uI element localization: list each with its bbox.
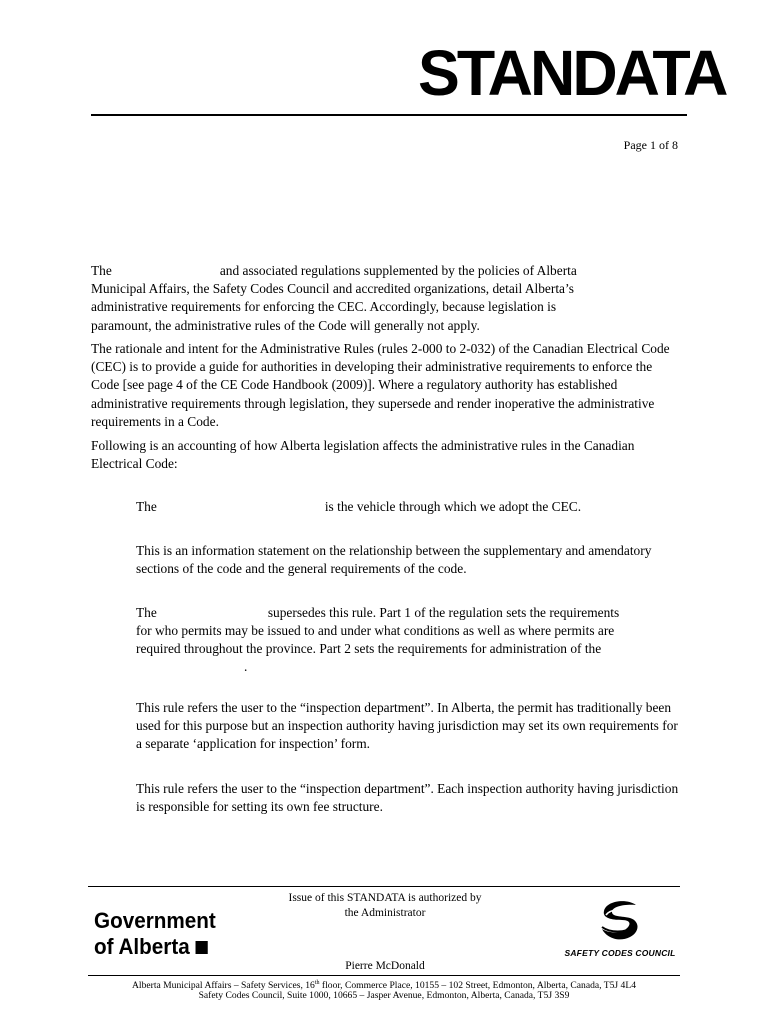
government-of-alberta-logo bbox=[94, 908, 235, 960]
text-line: administrative requirements for enforcing the CEC. Accordingly, because legislation is bbox=[91, 299, 557, 315]
footer-divider bbox=[88, 886, 680, 887]
gov-line-1: Government bbox=[94, 908, 216, 933]
rationale-paragraph: The rationale and intent for the Administrative Rules (rules 2-000 to 2-032) of the Canadian Electrical Code (CEC) is to provide a guide for authorities in developing their administrative requirements to enforce the Code [see page 4 of the CE Code Handbook (2009)]. Where a regulatory authority has established administrative requirements through legislation, they supersede and render inoperative the administrative requirements in a Code. bbox=[91, 341, 670, 429]
superscript: th bbox=[314, 980, 320, 986]
signer-name: Pierre McDonald bbox=[345, 960, 425, 972]
text-span: Alberta Municipal Affairs – Safety Services, 16 bbox=[131, 980, 315, 991]
address-divider bbox=[88, 975, 680, 976]
rule-note-1 bbox=[136, 498, 681, 516]
text-span: The bbox=[91, 263, 112, 278]
text-span: The bbox=[136, 499, 157, 514]
text-span: floor, Commerce Place, 10155 – 102 Street, Edmonton, Alberta, Canada, T5J 4L4 bbox=[319, 980, 637, 991]
rule-note-5: This rule refers the user to the “inspection department”. Each inspection authority having jurisdiction is responsible for setting its own fee structure. bbox=[136, 781, 679, 815]
text-line: required throughout the province. Part 2 sets the requirements for administration of the bbox=[136, 641, 602, 657]
text-span: The bbox=[136, 605, 157, 620]
text-line bbox=[91, 262, 671, 280]
text-line: paramount, the administrative rules of the Code will generally not apply. bbox=[91, 317, 480, 333]
header-divider bbox=[91, 114, 687, 116]
safety-codes-council-swirl-icon bbox=[596, 899, 644, 950]
accounting-paragraph: Following is an accounting of how Alberta legislation affects the administrative rules in the Canadian Electrical Code: bbox=[91, 438, 635, 472]
intro-paragraph bbox=[91, 262, 671, 335]
standata-logo: STANDATA bbox=[418, 37, 726, 109]
address-line-2: Safety Codes Council, Suite 1000, 10665 – Jasper Avenue, Edmonton, Alberta, Canada, T5J 3S9 bbox=[198, 990, 570, 1001]
rule-note-3 bbox=[136, 604, 681, 675]
text-span: is the vehicle through which we adopt the CEC. bbox=[324, 499, 582, 514]
rule-note-2: This is an information statement on the relationship between the supplementary and amendatory sections of the code and the general requirements of the code. bbox=[136, 543, 652, 577]
safety-codes-council-name: SAFETY CODES COUNCIL bbox=[564, 948, 676, 958]
square-icon bbox=[195, 941, 207, 954]
text-line: Municipal Affairs, the Safety Codes Council and accredited organizations, detail Alberta’s bbox=[91, 281, 574, 297]
page-indicator: Page 1 of 8 bbox=[623, 138, 678, 152]
text-span: and associated regulations supplemented by the policies of Alberta bbox=[219, 263, 577, 278]
rule-note-4: This rule refers the user to the “inspection department”. In Alberta, the permit has traditionally been used for this purpose but an inspection authority having jurisdiction may set its own requirements for a separate ‘application for inspection’ form. bbox=[136, 700, 678, 752]
text-line: for who permits may be issued to and under what conditions as well as where permits are bbox=[136, 623, 615, 639]
text-line: Issue of this STANDATA is authorized by bbox=[288, 892, 482, 904]
text-span: supersedes this rule. Part 1 of the regulation sets the requirements bbox=[267, 605, 620, 620]
text-line bbox=[136, 604, 681, 622]
text-line: the Administrator bbox=[344, 906, 426, 919]
gov-line-2: of Alberta bbox=[94, 934, 190, 959]
authorization-statement bbox=[270, 891, 500, 920]
text-line: . bbox=[244, 658, 248, 674]
